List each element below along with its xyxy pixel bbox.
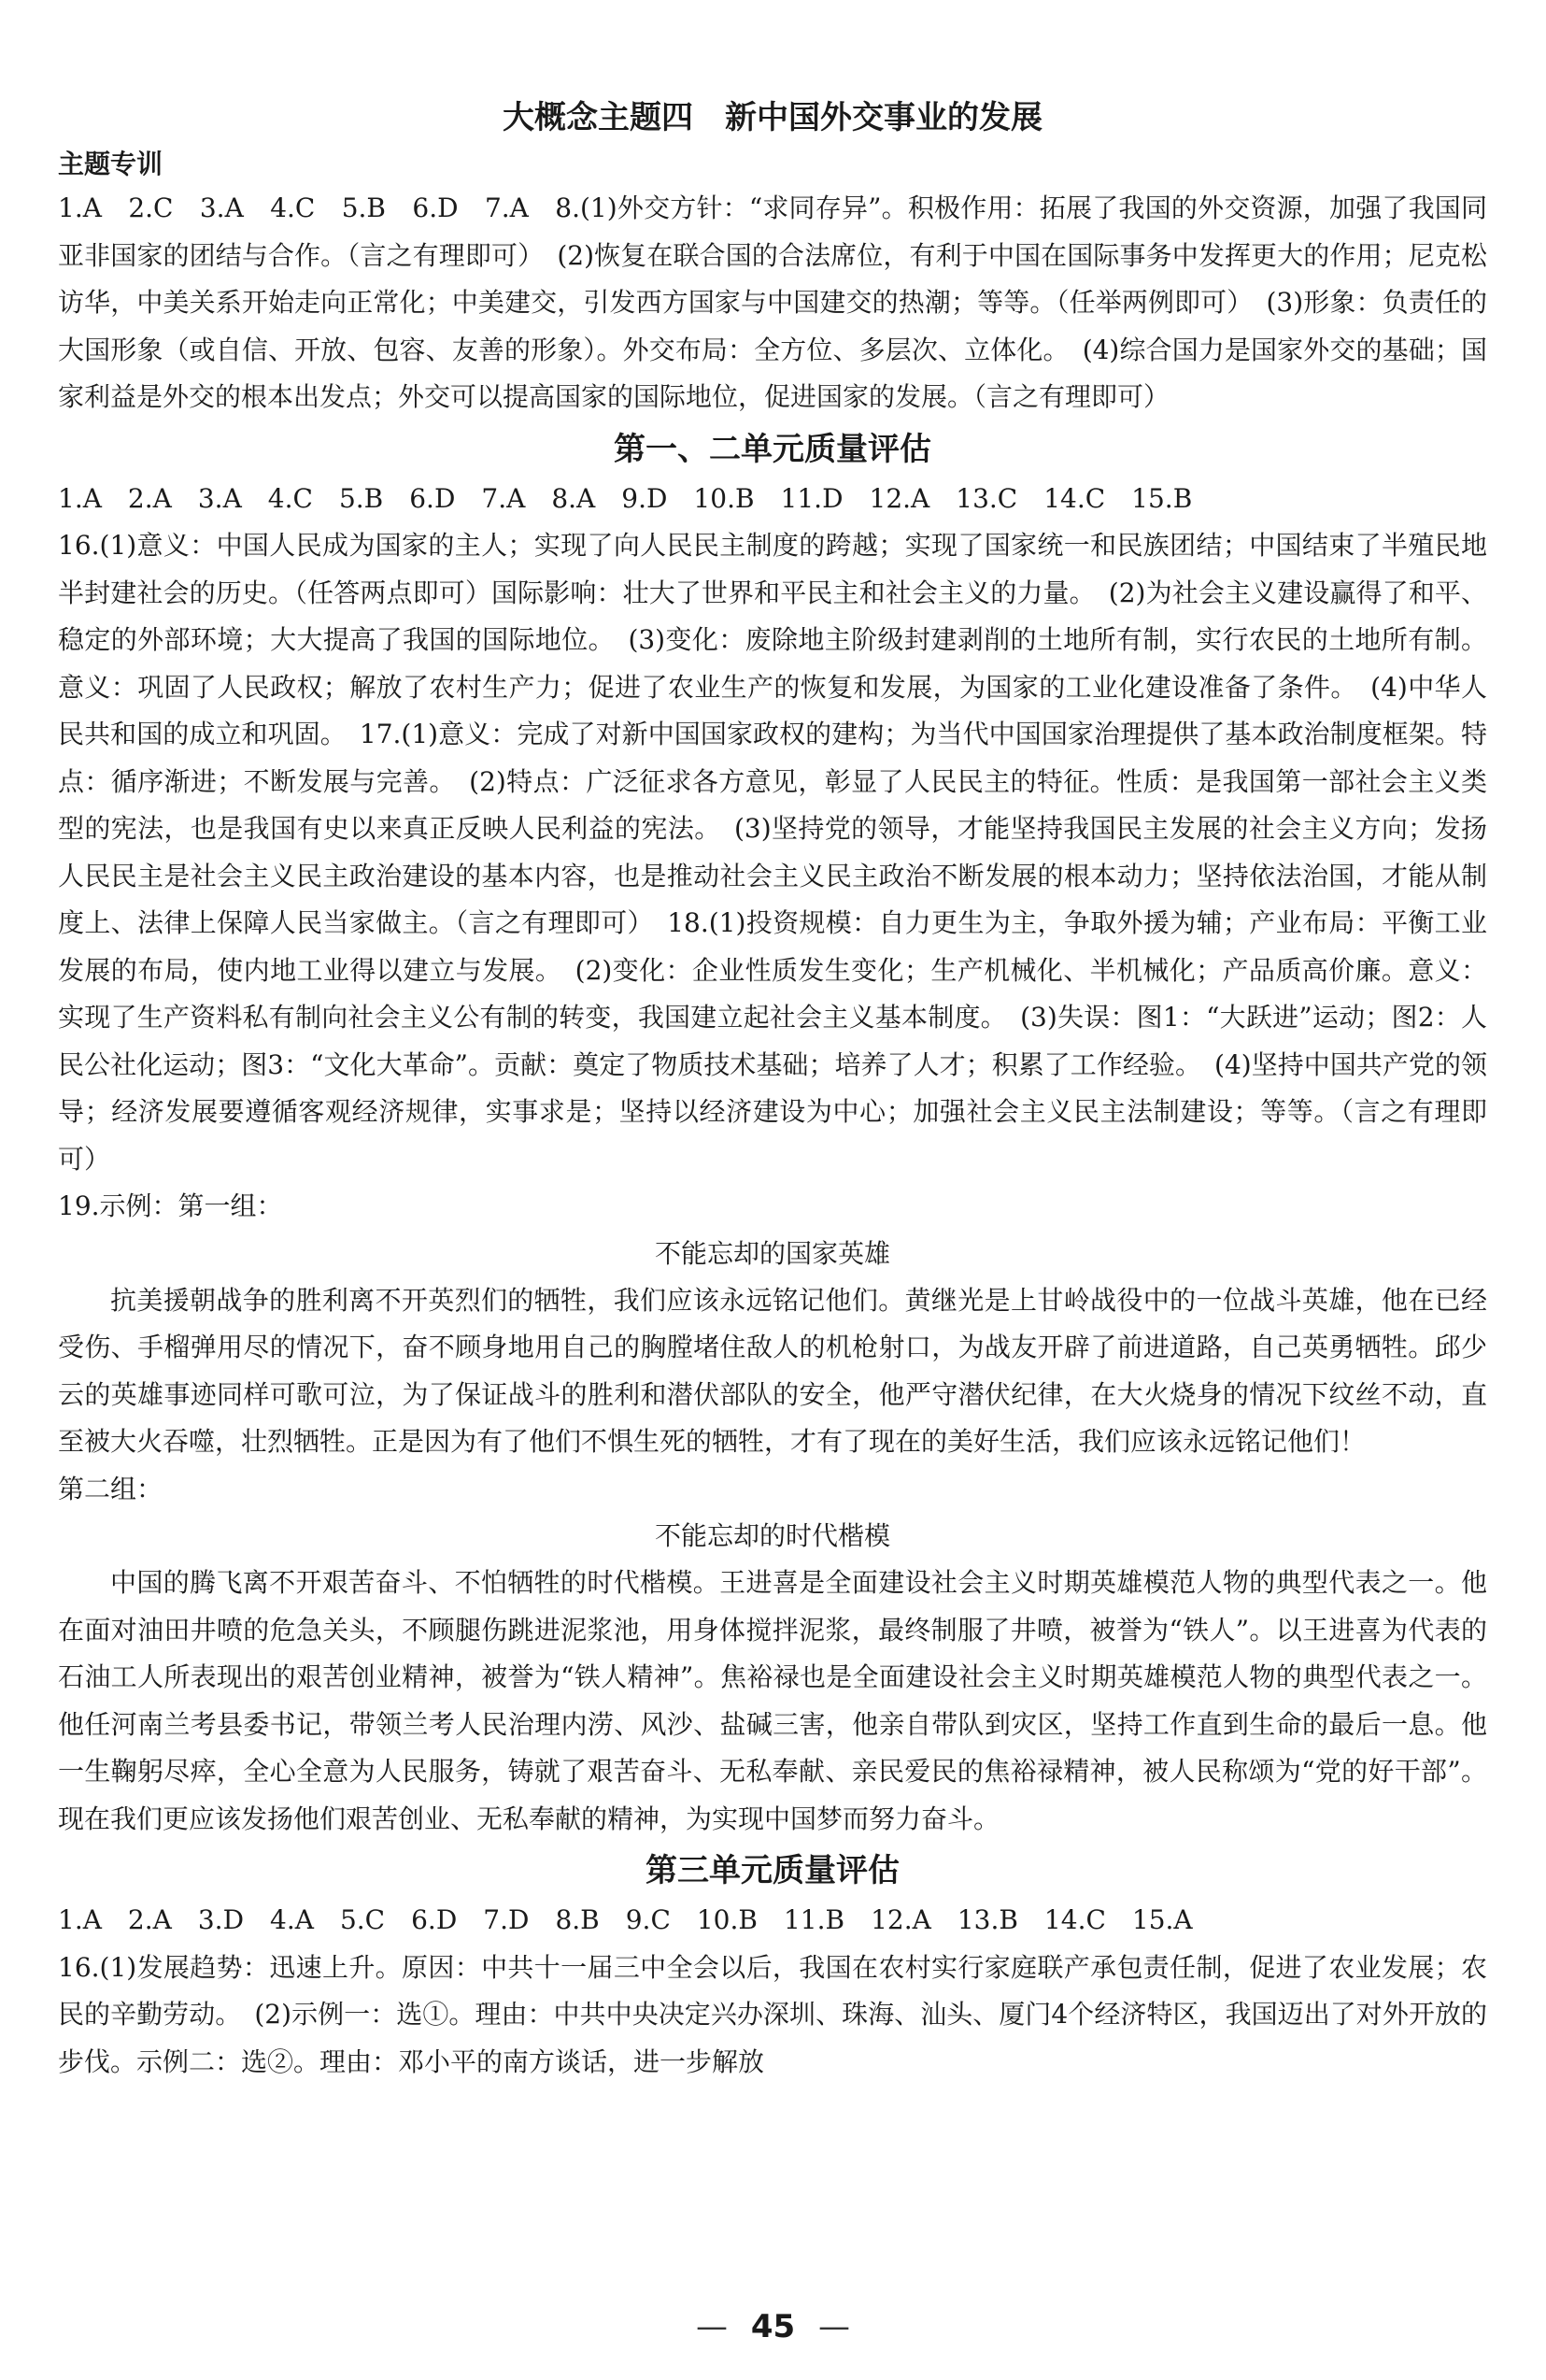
page-title: 大概念主题四 新中国外交事业的发展 (503, 99, 1042, 136)
footer-dash-left: — (696, 2308, 729, 2345)
unit12-title: 第一、二单元质量评估 (614, 430, 931, 468)
unit12-choice-answers: 1.A 2.A 3.A 4.C 5.B 6.D 7.A 8.A 9.D 10.B 11.D 12.A 13.C 14.C 15.B (58, 482, 1193, 514)
unit3-answers: 16.(1)发展趋势：迅速上升。原因：中共十一届三中全会以后，我国在农村实行家庭联产承包责任制，促进了农业发展；农民的辛勤劳动。 (2)示例一：选①。理由：中共中央决定兴办深圳、珠海、汕头、厦门4个经济特区，我国迈出了对外开放的步伐。示例二：选②。理由：邓小平的南方谈话，进一步解放 (58, 1951, 1487, 2077)
page-footer (0, 2308, 1546, 2345)
essay2-title: 不能忘却的时代楷模 (654, 1520, 890, 1551)
group2-label: 第二组： (58, 1473, 163, 1504)
unit12-answers: 16.(1)意义：中国人民成为国家的主人；实现了向人民民主制度的跨越；实现了国家统一和民族团结；中国结束了半殖民地半封建社会的历史。（任答两点即可）国际影响：壮大了世界和平民主和社会主义的力量。 (2)为社会主义建设赢得了和平、稳定的外部环境；大大提高了我国的国际地位。 (3)变化：废除地主阶级封建剥削的土地所有制，实行农民的土地所有制。意义：巩固了人民政权；解放了农村生产力；促进了农业生产的恢复和发展，为国家的工业化建设准备了条件。 (4)中华人民共和国的成立和巩固。 17.(1)意义：完成了对新中国国家政权的建构；为当代中国国家治理提供了基本政治制度框架。特点：循序渐进；不断发展与完善。 (2)特点：广泛征求各方意见，彰显了人民民主的特征。性质：是我国第一部社会主义类型的宪法，也是我国有史以来真正反映人民利益的宪法。 (3)坚持党的领导，才能坚持我国民主发展的社会主义方向；发扬人民民主是社会主义民主政治建设的基本内容，也是推动社会主义民主政治不断发展的根本动力；坚持依法治国，才能从制度上、法律上保障人民当家做主。（言之有理即可） 18.(1)投资规模：自力更生为主，争取外援为辅；产业布局：平衡工业发展的布局，使内地工业得以建立与发展。 (2)变化：企业性质发生变化；生产机械化、半机械化；产品质高价廉。意义：实现了生产资料私有制向社会主义公有制的转变，我国建立起社会主义基本制度。 (3)失误：图1：“大跃进”运动；图2：人民公社化运动；图3：“文化大革命”。贡献：奠定了物质技术基础；培养了人才；积累了工作经验。 (4)坚持中国共产党的领导；经济发展要遵循客观经济规律，实事求是；坚持以经济建设为中心；加强社会主义民主法制建设；等等。（言之有理即可） (58, 530, 1487, 1175)
q19-intro: 19.示例：第一组： (58, 1190, 283, 1221)
answer-page (58, 93, 1487, 2086)
unit3-title: 第三单元质量评估 (645, 1852, 900, 1889)
unit3-choice-answers: 1.A 2.A 3.D 4.A 5.C 6.D 7.D 8.B 9.C 10.B 11.B 12.A 13.B 14.C 15.A (58, 1904, 1193, 1935)
page-number: 45 (750, 2308, 796, 2345)
essay1-body: 抗美援朝战争的胜利离不开英烈们的牺牲，我们应该永远铭记他们。黄继光是上甘岭战役中的一位战斗英雄，他在已经受伤、手榴弹用尽的情况下，奋不顾身地用自己的胸膛堵住敌人的机枪射口，为战友开辟了前进道路，自己英勇牺牲。邱少云的英雄事迹同样可歌可泣，为了保证战斗的胜利和潜伏部队的安全，他严守潜伏纪律，在大火烧身的情况下纹丝不动，直至被大火吞噬，壮烈牺牲。正是因为有了他们不惧生死的牺牲，才有了现在的美好生活，我们应该永远铭记他们！ (58, 1284, 1487, 1457)
footer-dash-right: — (817, 2308, 850, 2345)
essay1-title: 不能忘却的国家英雄 (654, 1237, 890, 1269)
essay2-body: 中国的腾飞离不开艰苦奋斗、不怕牺牲的时代楷模。王进喜是全面建设社会主义时期英雄模范人物的典型代表之一。他在面对油田井喷的危急关头，不顾腿伤跳进泥浆池，用身体搅拌泥浆，最终制服了井喷，被誉为“铁人”。以王进喜为代表的石油工人所表现出的艰苦创业精神，被誉为“铁人精神”。焦裕禄也是全面建设社会主义时期英雄模范人物的典型代表之一。他任河南兰考县委书记，带领兰考人民治理内涝、风沙、盐碱三害，他亲自带队到灾区，坚持工作直到生命的最后一息。他一生鞠躬尽瘁，全心全意为人民服务，铸就了艰苦奋斗、无私奉献、亲民爱民的焦裕禄精神，被人民称颂为“党的好干部”。现在我们更应该发扬他们艰苦创业、无私奉献的精神，为实现中国梦而努力奋斗。 (58, 1567, 1487, 1834)
theme-subhead: 主题专训 (58, 149, 163, 179)
theme-answers: 1.A 2.C 3.A 4.C 5.B 6.D 7.A 8.(1)外交方针：“求同存异”。积极作用：拓展了我国的外交资源，加强了我国同亚非国家的团结与合作。（言之有理即可） (2)恢复在联合国的合法席位，有利于中国在国际事务中发挥更大的作用；尼克松访华，中美关系开始走向正常化；中美建交，引发西方国家与中国建交的热潮；等等。（任举两例即可） (3)形象：负责任的大国形象（或自信、开放、包容、友善的形象）。外交布局：全方位、多层次、立体化。 (4)综合国力是国家外交的基础；国家利益是外交的根本出发点；外交可以提高国家的国际地位，促进国家的发展。（言之有理即可） (58, 192, 1487, 412)
